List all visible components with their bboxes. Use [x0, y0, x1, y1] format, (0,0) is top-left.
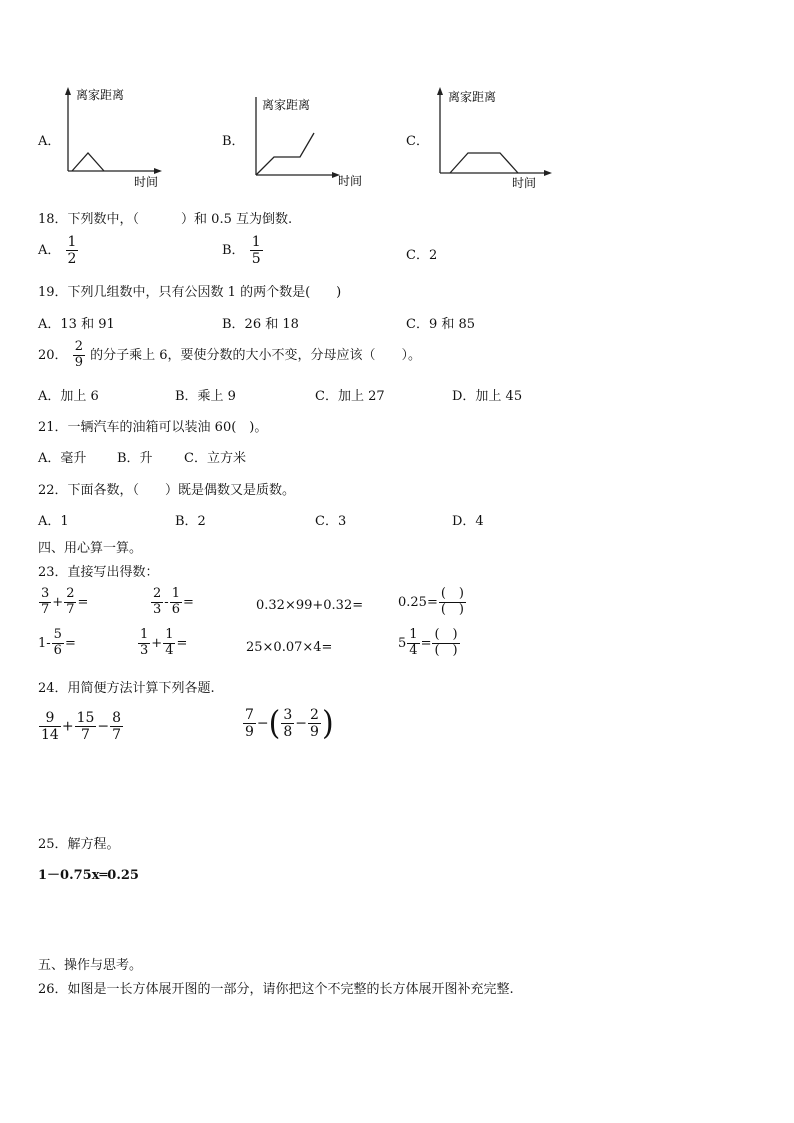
- q23-r2c3: 25×0.07×4=: [246, 640, 333, 655]
- q24-stem: 24．用简便方法计算下列各题.: [38, 681, 215, 696]
- q22-option-c[interactable]: C．3: [315, 514, 347, 529]
- q21-option-c[interactable]: C．立方米: [184, 451, 246, 466]
- q17-option-c[interactable]: [406, 130, 429, 149]
- q18-option-b-fraction: $\frac{1}{5}$: [251, 234, 261, 268]
- q21-option-a[interactable]: A．毫升: [38, 451, 87, 466]
- q23-r2c1: 1- $\frac{5}{6}$ =: [38, 627, 76, 658]
- q23-r1c1: $\frac{3}{7}$ + $\frac{2}{7}$ =: [41, 586, 89, 617]
- q17-graph-c-y-arrow: [437, 87, 443, 95]
- section-4-heading: 四、用心算一算。: [38, 541, 143, 556]
- q18-option-a-fraction: $\frac{1}{2}$: [67, 234, 77, 268]
- q22-stem: 22．下面各数，（ ）既是偶数又是质数。: [38, 483, 296, 498]
- q23-r1c4-answer-fraction[interactable]: $\frac{( )}{( )}$: [440, 586, 464, 617]
- q23-r1c4: 0.25= $\frac{( )}{( )}$: [398, 586, 464, 617]
- q17-graph-a: [58, 85, 168, 191]
- q20-option-c[interactable]: C．加上 27: [315, 389, 385, 404]
- q17-graph-c-x-arrow: [544, 170, 552, 176]
- q17-graph-c-xlabel: 时间: [512, 176, 537, 190]
- q17-graph-c: [430, 85, 560, 191]
- q17-graph-a-x-arrow: [154, 168, 162, 174]
- q18-option-c[interactable]: C．2: [406, 248, 438, 263]
- q17-graph-a-ylabel: 离家距离: [76, 88, 125, 102]
- q20-option-d[interactable]: D．加上 45: [452, 389, 523, 404]
- q21-option-b[interactable]: B．升: [117, 451, 153, 466]
- q22-option-a[interactable]: A．1: [38, 514, 69, 529]
- q22-option-b[interactable]: B．2: [175, 514, 206, 529]
- q20-fraction: $\frac{2}{9}$: [74, 339, 83, 370]
- q26-stem: 26．如图是一长方体展开图的一部分，请你把这个不完整的长方体展开图补充完整.: [38, 982, 514, 997]
- q17-graph-b: [244, 93, 370, 191]
- q22-option-d[interactable]: D．4: [452, 514, 484, 529]
- q23-r2c2: $\frac{1}{3}$ + $\frac{1}{4}$ =: [140, 627, 188, 658]
- section-5-heading: 五、操作与思考。: [38, 958, 143, 973]
- q19-option-b[interactable]: B．26 和 18: [222, 317, 299, 332]
- q23-r1c2: $\frac{2}{3}$ - $\frac{1}{6}$ =: [153, 586, 194, 617]
- q23-r2c4-answer-fraction[interactable]: $\frac{( )}{( )}$: [434, 627, 458, 658]
- q17-option-a-label: A．: [38, 134, 61, 149]
- q25-equation: 1－0.75x═0.25: [38, 868, 139, 883]
- q20-option-a[interactable]: A．加上 6: [38, 389, 99, 404]
- q17-graph-a-y-arrow: [65, 87, 71, 95]
- q17-option-c-label: C．: [406, 134, 429, 149]
- q23-r1c3: 0.32×99+0.32=: [256, 598, 364, 613]
- q19-option-c[interactable]: C．9 和 85: [406, 317, 476, 332]
- q17-option-b[interactable]: [222, 130, 245, 149]
- q21-stem: 21．一辆汽车的油箱可以装油 60( )。: [38, 420, 268, 435]
- q18-stem: 18．下列数中，（ ）和 0.5 互为倒数.: [38, 212, 293, 227]
- q19-option-a[interactable]: A．13 和 91: [38, 317, 115, 332]
- q23-r2c4: 5 $\frac{1}{4}$ = $\frac{( )}{( )}$: [398, 627, 458, 658]
- q17-graph-b-line: [256, 133, 314, 175]
- q17-option-b-label: B．: [222, 134, 245, 149]
- q23-stem: 23．直接写出得数：: [38, 565, 159, 580]
- q20-stem: 20． $\frac{2}{9}$ 的分子乘上 6，要使分数的大小不变，分母应该（ ）。: [38, 339, 422, 370]
- q19-stem: 19．下列几组数中，只有公因数 1 的两个数是( ): [38, 285, 342, 300]
- q17-graph-c-ylabel: 离家距离: [448, 90, 497, 104]
- q17-graph-a-line: [72, 153, 104, 171]
- q18-option-b[interactable]: B． $\frac{1}{5}$: [222, 234, 261, 268]
- q24-expression-1: $\frac{9}{14}$ + $\frac{15}{7}$ − $\frac{8}{7}$: [41, 710, 122, 744]
- q20-option-b[interactable]: B．乘上 9: [175, 389, 236, 404]
- q17-graph-b-xlabel: 时间: [338, 174, 363, 188]
- q17-graph-b-ylabel: 离家距离: [262, 98, 311, 112]
- q17-graph-a-xlabel: 时间: [134, 175, 159, 189]
- q17-graph-c-line: [450, 153, 518, 173]
- q24-expression-2: $\frac{7}{9}$ −( $\frac{3}{8}$ − $\frac{2}{9}$ ): [245, 703, 334, 743]
- q18-option-a[interactable]: A． $\frac{1}{2}$: [38, 234, 77, 268]
- q25-stem: 25．解方程。: [38, 837, 120, 852]
